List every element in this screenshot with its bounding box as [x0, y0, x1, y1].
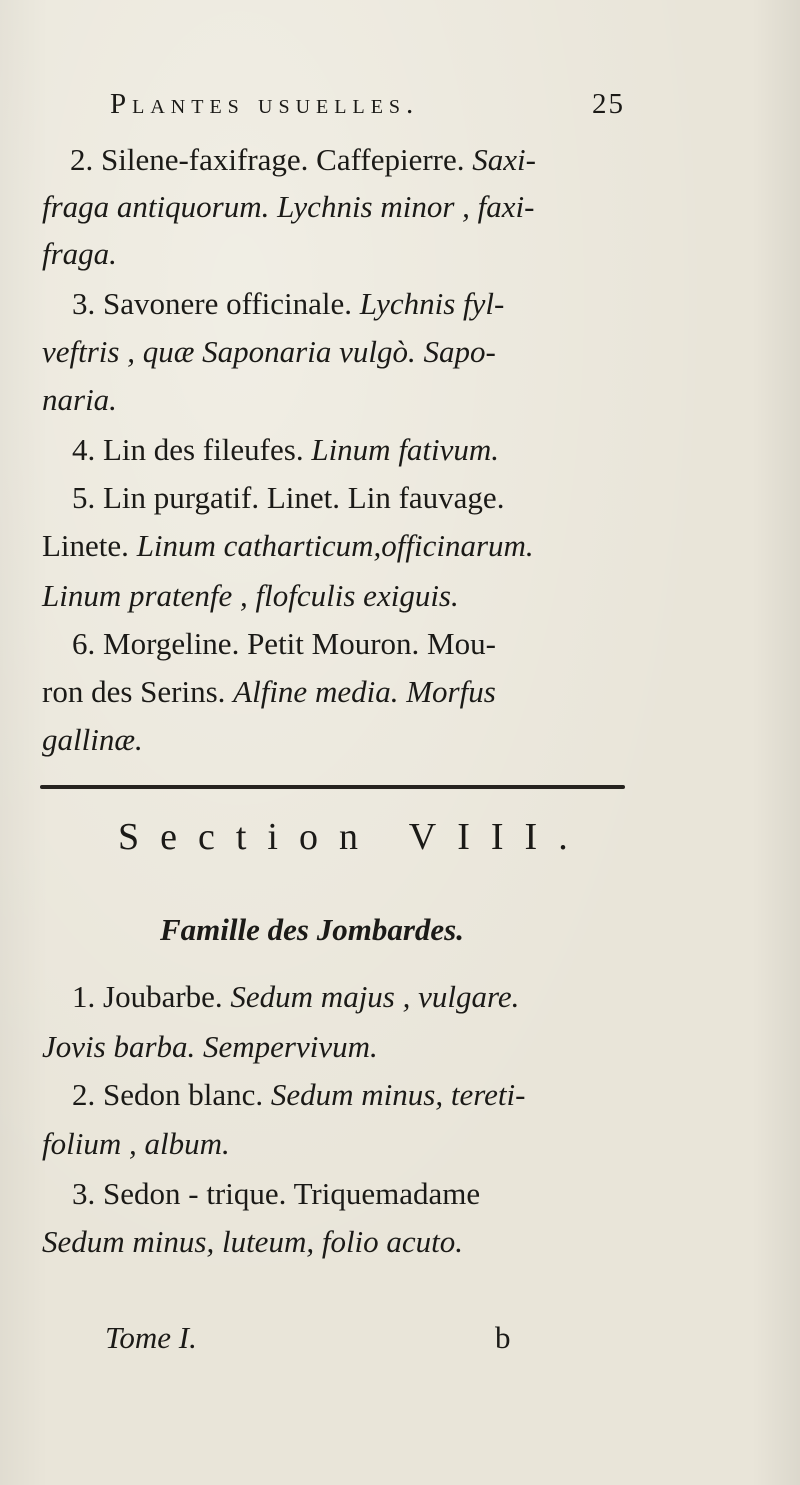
line-roman: 1. Joubarbe. [72, 979, 231, 1014]
text-line [70, 140, 536, 180]
volume-signature: Tome I. [105, 1320, 197, 1355]
line-italic: Sedum minus, tereti- [270, 1077, 526, 1112]
text-line [42, 332, 496, 372]
line-roman: 2. Silene-faxifrage. Caffepierre. [70, 142, 473, 177]
line-italic: Saxi- [472, 142, 536, 177]
running-title: Plantes usuelles. [110, 88, 420, 120]
line-roman: 3. Sedon - trique. Triquemadame [72, 1176, 481, 1211]
text-line [42, 1124, 230, 1164]
line-italic: naria. [42, 382, 117, 417]
line-italic: Linum catharticum,officinarum. [136, 528, 534, 563]
text-line [42, 234, 117, 274]
text-line [72, 430, 499, 470]
text-line [42, 672, 496, 712]
line-italic: Jovis barba. Sempervivum. [42, 1029, 378, 1064]
page-number: 25 [592, 88, 625, 120]
signature-mark: b [495, 1320, 511, 1355]
text-line [72, 624, 496, 664]
line-italic: veftris , quæ Saponaria vulgò. Sapo- [42, 334, 496, 369]
text-line [42, 1027, 378, 1067]
line-roman: 4. Lin des fileufes. [72, 432, 312, 467]
text-line [42, 1222, 463, 1262]
line-italic: Lychnis fyl- [359, 286, 505, 321]
text-line [42, 526, 534, 566]
line-italic: fraga antiquorum. Lychnis minor , faxi- [42, 189, 535, 224]
text-line [72, 1075, 525, 1115]
text-line [72, 478, 504, 518]
line-roman: 5. Lin purgatif. Linet. Lin fauvage. [72, 480, 505, 515]
line-roman: ron des Serins. [42, 674, 234, 709]
line-roman: Linete. [42, 528, 137, 563]
page-header [110, 88, 625, 128]
text-line [42, 187, 535, 227]
line-italic: Alfine media. Morfus [233, 674, 496, 709]
line-roman: 6. Morgeline. Petit Mouron. Mou- [72, 626, 496, 661]
line-italic: folium , album. [42, 1126, 230, 1161]
text-line [72, 284, 504, 324]
text-line [42, 380, 117, 420]
section-heading: Section VIII. [118, 816, 589, 858]
line-italic: Linum fativum. [311, 432, 500, 467]
text-line [42, 576, 459, 616]
text-line [72, 1174, 480, 1214]
line-italic: Sedum minus, luteum, folio acuto. [42, 1224, 464, 1259]
line-italic: Sedum majus , vulgare. [230, 979, 520, 1014]
line-italic: gallinæ. [42, 722, 143, 757]
line-italic: fraga. [42, 236, 117, 271]
line-roman: 2. Sedon blanc. [72, 1077, 271, 1112]
text-line [42, 720, 143, 760]
section-divider-rule [40, 785, 625, 789]
line-italic: Linum pratenfe , flofculis exiguis. [42, 578, 459, 613]
text-line [72, 977, 519, 1017]
line-roman: 3. Savonere officinale. [72, 286, 360, 321]
family-heading: Famille des Jombardes. [160, 912, 464, 947]
